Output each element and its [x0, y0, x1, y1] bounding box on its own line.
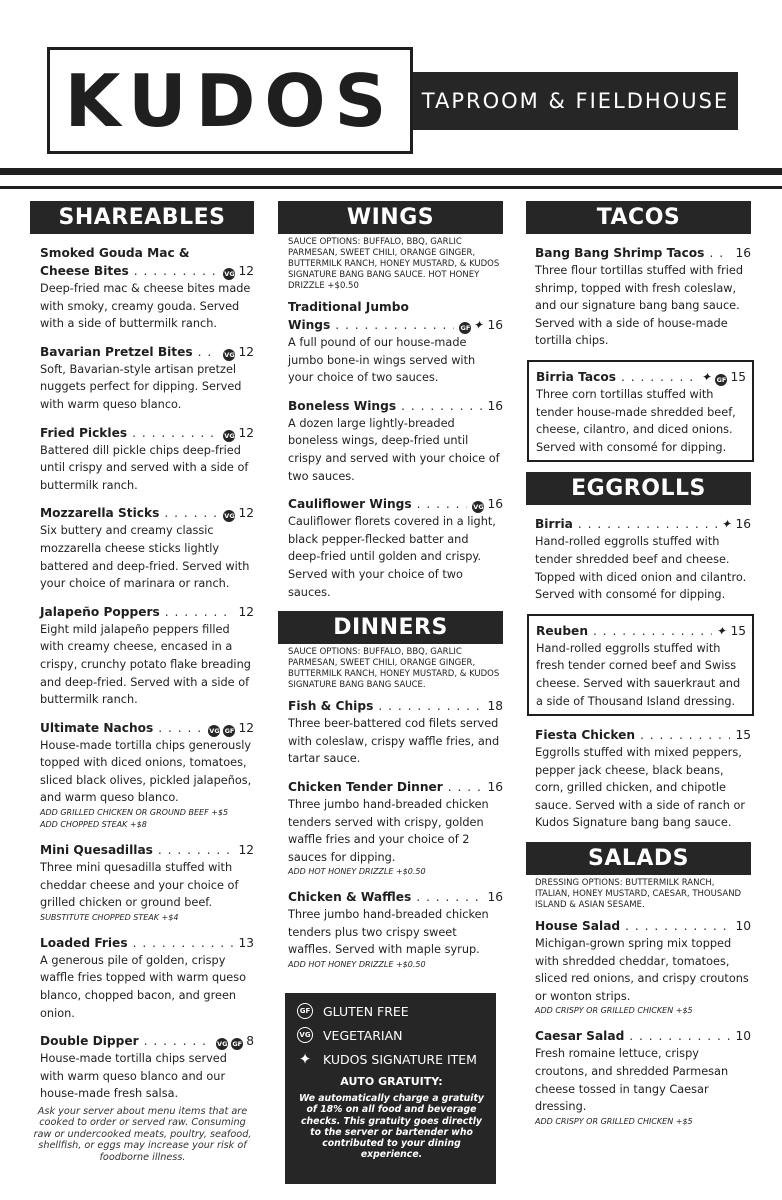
dot-leader	[335, 316, 454, 334]
menu-item-price: 10	[735, 1029, 751, 1044]
salads-dressing-note: DRESSING OPTIONS: BUTTERMILK RANCH, ITALIAN, HONEY MUSTARD, CAESAR, THOUSAND ISLAND & ASIAN SESAME.	[535, 878, 742, 911]
dot-leader	[629, 1027, 730, 1045]
kudos-signature-icon: ✦	[472, 318, 486, 332]
menu-item-name: Mini Quesadillas	[40, 843, 153, 858]
salads-list	[535, 917, 751, 1128]
menu-item-name: Fiesta Chicken	[535, 728, 636, 743]
dinners-body	[278, 647, 503, 971]
gratuity-title: AUTO GRATUITY:	[340, 1075, 443, 1088]
menu-item	[288, 778, 503, 878]
menu-item-name-row	[535, 726, 751, 744]
menu-item-price: 12	[238, 604, 254, 619]
food-safety-disclaimer: Ask your server about menu items that are cooked to order or served raw. Consuming raw or undercooked meats, poultry, seafood, shellfish, or eggs may increase your risk of foodborne illness.	[33, 1106, 252, 1163]
tagline: TAPROOM & FIELDHOUSE	[421, 89, 730, 113]
menu-item-name-row	[40, 504, 254, 522]
wings-body	[278, 237, 503, 601]
shareables-heading: SHAREABLES	[30, 201, 254, 234]
menu-item-description: Three flour tortillas stuffed with fried shrimp, topped with fresh coleslaw, and our signature bang bang sauce. Served with a side of house-made tortilla chips.	[535, 264, 744, 348]
dot-leader	[625, 917, 730, 935]
dot-leader	[448, 778, 483, 796]
menu-item-name-row	[40, 424, 254, 442]
menu-item-name: House Salad	[535, 919, 621, 934]
menu-item	[288, 298, 503, 387]
kudos-signature-icon: ✦	[715, 623, 729, 638]
menu-item-description: Deep-fried mac & cheese bites made with smoky, creamy gouda. Served with a side of buttermilk ranch.	[40, 282, 251, 331]
wings-list	[288, 298, 503, 601]
menu-item-name: Bavarian Pretzel Bites	[40, 344, 193, 359]
menu-item-description: Three beer-battered cod filets served with coleslaw, crispy waffle fries, and tartar sauce.	[288, 717, 500, 766]
menu-item-description: Three jumbo hand-breaded chicken tenders served with crispy, golden waffle fries and your choice of 2 sauces for dipping.	[288, 797, 489, 864]
menu-item	[40, 841, 254, 924]
dot-leader	[417, 495, 468, 513]
gluten-free-icon: GF	[460, 324, 471, 332]
dinners-list	[288, 697, 503, 971]
vegetarian-icon: VG	[297, 1027, 313, 1043]
dot-leader	[578, 515, 718, 533]
legend-sig-label: KUDOS SIGNATURE ITEM	[323, 1051, 477, 1067]
menu-item-price: 10	[735, 919, 751, 934]
dot-leader	[640, 726, 730, 744]
menu-item-price: 8	[246, 1034, 254, 1049]
menu-item-description: A generous pile of golden, crispy waffle fries topped with warm queso blanco, chopped bacon, and green onion.	[40, 953, 247, 1020]
kudos-signature-icon: ✦	[720, 517, 734, 532]
menu-item-name-row	[40, 934, 254, 952]
menu-item-name-line1: Traditional Jumbo	[288, 300, 409, 314]
menu-item-addon: ADD GRILLED CHICKEN OR GROUND BEEF +$5	[40, 808, 229, 818]
menu-item	[535, 515, 751, 603]
menu-item-name: Wings	[288, 318, 331, 332]
menu-item	[40, 504, 254, 592]
vegetarian-icon: VG	[224, 431, 235, 440]
menu-item-name: Caesar Salad	[535, 1029, 625, 1044]
menu-item-name-row	[40, 343, 254, 361]
legend-gluten-free	[297, 1003, 486, 1019]
menu-item-price: 12	[238, 720, 254, 735]
dot-leader	[134, 262, 219, 280]
menu-item-name-row	[535, 917, 751, 935]
dot-leader	[132, 424, 218, 442]
dot-leader	[198, 343, 219, 361]
legend-vegetarian	[297, 1027, 486, 1043]
legend-vg-label: VEGETARIAN	[323, 1027, 403, 1043]
menu-item	[40, 343, 254, 414]
menu-item-name: Loaded Fries	[40, 935, 128, 950]
dot-leader	[593, 622, 712, 640]
menu-item-name-row	[288, 397, 503, 415]
menu-item-description: Three corn tortillas stuffed with tender house-made shredded beef, cheese, cilantro, and diced onions. Served with consomé for dipping.	[536, 387, 736, 454]
dot-leader	[133, 934, 234, 952]
right-column	[526, 201, 751, 1138]
menu-item-price: 15	[730, 369, 746, 384]
menu-item-name-row	[535, 515, 751, 533]
menu-item-name-row	[288, 778, 503, 796]
eggrolls-list	[526, 515, 751, 832]
menu-item-description: Soft, Bavarian-style artisan pretzel nuggets perfect for dipping. Served with warm queso blanco.	[40, 362, 242, 411]
menu-item-name-row	[288, 697, 503, 715]
menu-item	[535, 917, 751, 1017]
menu-item-description: Eggrolls stuffed with mixed peppers, pepper jack cheese, black beans, corn, grilled chicken, and chipotle sauce. Served with a side of ranch or Kudos Signature bang bang sauce.	[535, 746, 746, 830]
menu-item-name: Chicken Tender Dinner	[288, 779, 443, 794]
menu-item-name-row	[288, 888, 503, 906]
menu-item-name-row	[535, 1027, 751, 1045]
gluten-free-icon: GF	[224, 726, 235, 735]
menu-item	[40, 424, 254, 495]
gluten-free-icon: GF	[716, 375, 727, 384]
menu-item-name-row	[40, 1032, 254, 1050]
menu-item-price: 16	[735, 246, 751, 260]
menu-item-name-row	[288, 316, 503, 334]
menu-item	[288, 697, 503, 768]
dot-leader	[709, 244, 730, 262]
menu-item-description: Three jumbo hand-breaded chicken tenders plus two crispy sweet waffles. Served with maple syrup.	[288, 908, 489, 957]
menu-item-name-line1: Smoked Gouda Mac &	[40, 246, 190, 260]
menu-item-name: Cheese Bites	[40, 264, 129, 278]
menu-item-price: 12	[238, 843, 254, 858]
menu-item-name: Ultimate Nachos	[40, 720, 154, 735]
vegetarian-icon: VG	[473, 503, 484, 512]
menu-item-price: 12	[238, 264, 254, 278]
menu-item-description: Fresh romaine lettuce, crispy croutons, and shredded Parmesan cheese tossed in tangy Caesar dressing.	[535, 1047, 729, 1114]
menu-item-addon: ADD CRISPY OR GRILLED CHICKEN +$5	[535, 1116, 693, 1126]
menu-item-name: Reuben	[536, 623, 588, 638]
tacos-list	[526, 244, 751, 462]
menu-item-price: 16	[487, 779, 503, 794]
menu-item-name: Birria	[535, 517, 573, 532]
menu-item-name-row	[535, 244, 751, 262]
menu-item-addon: ADD CRISPY OR GRILLED CHICKEN +$5	[535, 1006, 693, 1016]
menu-item	[535, 1027, 751, 1127]
dinners-sauce-note: SAUCE OPTIONS: BUFFALO, BBQ, GARLIC PARMESAN, SWEET CHILI, ORANGE GINGER, BUTTERMILK RANCH, HONEY MUSTARD, & KUDOS SIGNATURE BANG BANG SAUCE.	[288, 647, 500, 691]
menu-item-price: 16	[487, 497, 503, 512]
menu-item-price: 16	[487, 890, 503, 905]
menu-item-description: Six buttery and creamy classic mozzarella cheese sticks lightly battered and deep-fried. Served with your choice of marinara or ranch.	[40, 524, 250, 591]
menu-item-name-row	[40, 262, 254, 280]
menu-item-name: Cauliflower Wings	[288, 497, 412, 512]
menu-item-price: 12	[238, 425, 254, 440]
menu-item-description: Cauliflower florets covered in a light, black pepper-flecked batter and deep-fried until golden and crispy. Served with your choice of two sauces.	[288, 515, 496, 599]
menu-item-name: Double Dipper	[40, 1034, 139, 1049]
eggrolls-heading: EGGROLLS	[526, 472, 751, 505]
shareables-column	[30, 201, 254, 1113]
menu-item	[527, 360, 754, 462]
menu-item-description: Eight mild jalapeño peppers filled with creamy cheese, encased in a crispy, crunchy potato flake breading and deep-fried. Served with a side of buttermilk ranch.	[40, 622, 251, 707]
menu-item-price: 16	[487, 398, 503, 413]
menu-item	[288, 495, 503, 601]
menu-item	[40, 603, 254, 709]
menu-item-description: A full pound of our house-made jumbo bone-in wings served with your choice of two sauces.	[288, 336, 476, 385]
menu-item-name-row	[536, 622, 746, 640]
menu-item	[40, 244, 254, 333]
menu-item-name: Jalapeño Poppers	[40, 604, 160, 619]
header-rule-thin	[0, 186, 782, 189]
vegetarian-icon: VG	[224, 350, 235, 359]
menu-item-addon: ADD CHOPPED STEAK +$8	[40, 820, 147, 830]
wings-dinners-column	[278, 201, 503, 981]
vegetarian-icon: VG	[224, 270, 235, 278]
salads-heading: SALADS	[526, 842, 751, 875]
menu-item-name: Fish & Chips	[288, 699, 374, 714]
menu-item-description: Battered dill pickle chips deep-fried until crispy and served with a side of buttermilk ranch.	[40, 443, 249, 492]
vegetarian-icon: VG	[209, 726, 220, 735]
menu-item	[535, 726, 751, 832]
shareables-list	[30, 244, 254, 1103]
menu-item-description: House-made tortilla chips generously topped with diced onions, tomatoes, sliced black olives, pickled jalapeños, and warm queso blanco.	[40, 738, 252, 805]
salads-body	[526, 878, 751, 1128]
menu-item-description: Hand-rolled eggrolls stuffed with fresh tender corned beef and Swiss cheese. Served with sauerkraut and a side of Thousand Island dressing.	[536, 641, 741, 708]
brand-logo: KUDOS	[64, 58, 396, 143]
legend-gf-label: GLUTEN FREE	[323, 1003, 409, 1019]
dot-leader	[158, 719, 203, 737]
menu-item-price: 13	[238, 935, 254, 950]
dot-leader	[416, 888, 482, 906]
menu-item-description: Michigan-grown spring mix topped with shredded cheddar, tomatoes, sliced red onions, and crispy croutons or wonton strips.	[535, 937, 749, 1003]
menu-item	[288, 888, 503, 971]
dot-leader	[621, 368, 697, 386]
menu-item-addon: ADD HOT HONEY DRIZZLE +$0.50	[288, 867, 426, 877]
kudos-signature-icon: ✦	[298, 1050, 312, 1068]
menu-item	[535, 244, 751, 350]
wings-sauce-note: SAUCE OPTIONS: BUFFALO, BBQ, GARLIC PARMESAN, SWEET CHILI, ORANGE GINGER, BUTTERMILK RANCH, HONEY MUSTARD, & KUDOS SIGNATURE BANG BANG SAUCE. HOT HONEY DRIZZLE +$0.50	[288, 237, 500, 291]
tagline-bar	[413, 72, 738, 130]
dot-leader	[144, 1032, 212, 1050]
menu-item	[527, 614, 754, 716]
menu-item-name-row	[288, 495, 503, 513]
menu-item	[40, 1032, 254, 1103]
legend-signature	[297, 1051, 486, 1067]
dot-leader	[165, 603, 234, 621]
menu-item-name: Birria Tacos	[536, 369, 616, 384]
menu-item-price: 12	[238, 344, 254, 359]
menu-item-price: 18	[487, 699, 503, 714]
dot-leader	[401, 397, 482, 415]
dot-leader	[158, 841, 234, 859]
menu-item	[288, 397, 503, 485]
menu-item	[40, 934, 254, 1022]
gluten-free-icon: GF	[297, 1003, 313, 1019]
legend-box	[285, 993, 496, 1184]
dinners-heading: DINNERS	[278, 611, 503, 644]
menu-item-price: 15	[735, 728, 751, 743]
logo-box	[47, 47, 413, 154]
menu-item-name-row	[40, 841, 254, 859]
menu-item-name-row	[40, 719, 254, 737]
header-rule-thick	[0, 168, 782, 175]
wings-heading: WINGS	[278, 201, 503, 234]
menu-item-description: House-made tortilla chips served with warm queso blanco and our house-made fresh salsa.	[40, 1052, 227, 1101]
menu-item-price: 15	[730, 623, 746, 638]
menu-item	[40, 719, 254, 831]
menu-item-name-row	[536, 368, 746, 386]
gratuity-text: We automatically charge a gratuity of 18% on all food and beverage checks. This gratuity goes directly to the server or bartender who contributed to your dining experience.	[299, 1093, 484, 1161]
menu-item-description: Three mini quesadilla stuffed with cheddar cheese and your choice of grilled chicken or ground beef.	[40, 861, 239, 910]
menu-item-price: 16	[487, 318, 503, 332]
gluten-free-icon: GF	[232, 1040, 243, 1049]
kudos-signature-icon: ✦	[700, 369, 714, 384]
menu-item-description: A dozen large lightly-breaded boneless wings, deep-fried until crispy and served with your choice of two sauces.	[288, 416, 500, 483]
dot-leader	[378, 697, 482, 715]
tacos-heading: TACOS	[526, 201, 751, 234]
menu-item-price: 12	[238, 506, 254, 521]
menu-item-name: Chicken & Waffles	[288, 890, 412, 905]
menu-item-description: Hand-rolled eggrolls stuffed with tender shredded beef and cheese. Topped with diced onion and cilantro. Served with consomé for dipping.	[535, 535, 747, 602]
menu-item-name: Boneless Wings	[288, 398, 397, 413]
menu-item-name: Bang Bang Shrimp Tacos	[535, 246, 705, 260]
menu-item-addon: ADD HOT HONEY DRIZZLE +$0.50	[288, 960, 426, 970]
menu-item-price: 16	[735, 517, 751, 532]
menu-item-name-row	[40, 603, 254, 621]
vegetarian-icon: VG	[217, 1040, 228, 1049]
dot-leader	[164, 504, 218, 522]
menu-item-name: Mozzarella Sticks	[40, 506, 160, 521]
menu-item-name: Fried Pickles	[40, 425, 128, 440]
menu-item-addon: SUBSTITUTE CHOPPED STEAK +$4	[40, 912, 179, 922]
vegetarian-icon: VG	[224, 512, 235, 521]
